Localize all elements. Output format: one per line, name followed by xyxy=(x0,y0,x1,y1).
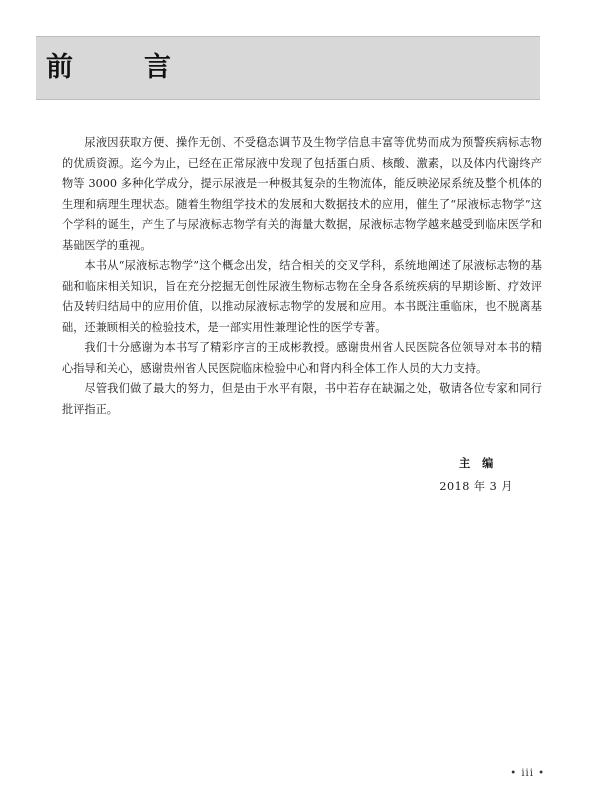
page-number: • iii • xyxy=(510,768,545,779)
signature-date: 2018 年 3 月 xyxy=(439,480,513,493)
paragraph-2: 本书从“尿液标志物学”这个概念出发，结合相关的交叉学科，系统地阐述了尿液标志物的基础和临床相关知识，旨在充分挖掘无创性尿液生物标志物在全身各系统疾病的早期诊断、疗效评估及转归结局中的应用价值，以推动尿液标志物学的发展和应用。本书既注重临床，也不脱离基础，还兼顾相关的检验技术，是一部实用性兼理论性的医学专著。 xyxy=(62,259,542,334)
paragraph-3: 我们十分感谢为本书写了精彩序言的王成彬教授。感谢贵州省人民医院各位领导对本书的精心指导和关心，感谢贵州省人民医院临床检验中心和肾内科全体工作人员的大力支持。 xyxy=(62,341,542,375)
paragraph-1: 尿液因获取方便、操作无创、不受稳态调节及生物学信息丰富等优势而成为预警疾病标志物的优质资源。迄今为止，已经在正常尿液中发现了包括蛋白质、核酸、激素，以及体内代谢终产物等 3000 多种化学成分，提示尿液是一种极其复杂的生物流体，能反映泌尿系统及整个机体的生理和病理生理状态。随着生物组学技术的发展和大数据技术的应用，催生了“尿液标志物学”这个学科的诞生，产生了与尿液标志物学有关的海量大数据，尿液标志物学越来越受到临床医学和基础医学的重视。 xyxy=(62,136,542,252)
signature-block xyxy=(439,454,513,496)
paragraph-4: 尽管我们做了最大的努力，但是由于水平有限，书中若存在缺漏之处，敬请各位专家和同行批评指正。 xyxy=(62,382,542,416)
chapter-header-band xyxy=(36,36,540,100)
editor-label: 主编 xyxy=(458,456,506,470)
page-title: 前 言 xyxy=(46,52,193,83)
preface-body xyxy=(62,133,542,420)
